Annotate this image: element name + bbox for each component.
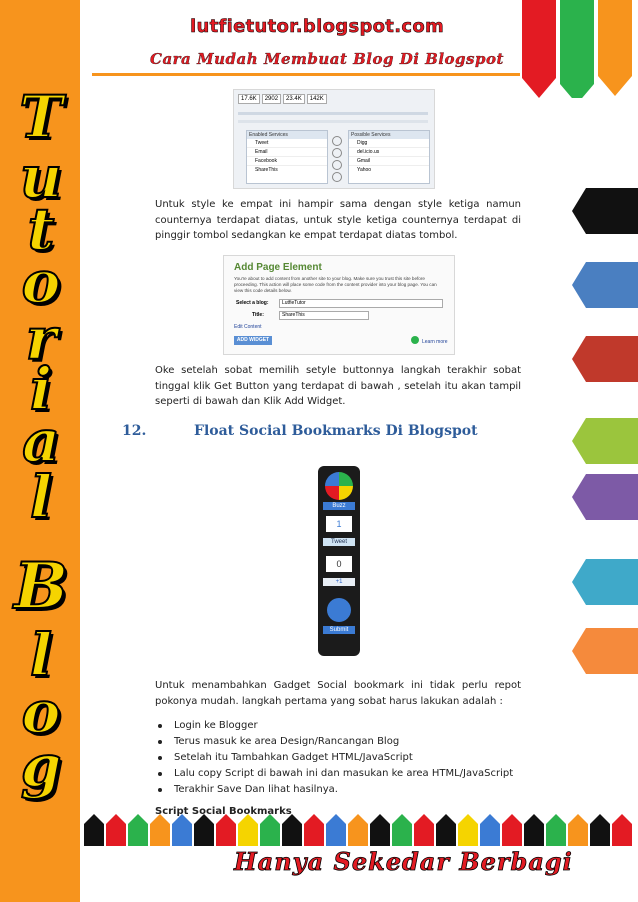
house-shape xyxy=(502,814,522,846)
service-item: ShareThis xyxy=(255,167,278,173)
sidebar-letter: o xyxy=(21,248,61,316)
section-heading xyxy=(122,423,478,439)
sidebar-letter: l xyxy=(29,463,53,531)
sidebar-letter: i xyxy=(29,355,53,423)
service-item: Gmail xyxy=(349,157,429,166)
lime-tag-decoration xyxy=(572,414,638,468)
service-item: del.icio.us xyxy=(349,148,429,157)
arrow-icon xyxy=(332,136,342,146)
service-item: Yahoo xyxy=(357,167,372,173)
page-subtitle: Cara Mudah Membuat Blog Di Blogspot xyxy=(150,50,504,68)
dialog-intro: You're about to add content from another site to your blog. Make sure you trust this site before proceeding. This action will place some code from the content provider into your blog page. You can view this code details below. xyxy=(234,276,437,293)
house-shape xyxy=(84,814,104,846)
paragraph-style-four: Untuk style ke empat ini hampir sama dengan style ketiga namun counternya terdapat diatas, untuk style ketiga counternya terdapat di pinggir tombol sedangkan ke empat terdapat diatas tombol. xyxy=(155,199,521,241)
counter-row xyxy=(238,94,327,104)
cyan-tag-decoration xyxy=(572,555,638,609)
paragraph-intro-steps: Untuk menambahkan Gadget Social bookmark ini tidak perlu repot pokonya mudah. langkah pertama yang sobat harus lakukan adalah : xyxy=(155,680,521,707)
house-shape xyxy=(612,814,632,846)
house-shape xyxy=(106,814,126,846)
sidebar-letter: g xyxy=(20,732,62,800)
house-shape xyxy=(216,814,236,846)
sidebar-letter: r xyxy=(25,305,57,373)
section-number: 12. xyxy=(122,423,147,439)
share-icon xyxy=(411,336,419,344)
dialog-title: Add Page Element xyxy=(234,262,322,273)
learn-more-link[interactable]: Learn more xyxy=(422,339,448,345)
house-shape xyxy=(348,814,368,846)
blue-tag-decoration xyxy=(572,258,638,312)
service-item: Digg xyxy=(349,139,429,148)
header-divider xyxy=(92,73,520,76)
paragraph-add-widget: Oke setelah sobat memilih setyle buttonnya langkah terakhir sobat tinggal klik Get Button yang terdapat di bawah , setelah itu akan tampil seperti di bawah dan Klik Add Widget. xyxy=(155,365,521,407)
section-title: Float Social Bookmarks Di Blogspot xyxy=(194,423,478,439)
sidebar-letter: t xyxy=(27,195,55,263)
arrow-icon xyxy=(332,160,342,170)
move-arrows xyxy=(332,136,342,182)
enabled-services-header: Enabled Services xyxy=(247,131,327,139)
possible-services-box xyxy=(348,130,430,184)
orange-tag-decoration xyxy=(572,624,638,678)
steps-list xyxy=(158,718,513,798)
floating-bar xyxy=(318,466,360,656)
house-shape xyxy=(524,814,544,846)
tweet-count: 1 xyxy=(326,516,352,532)
plusone-button[interactable]: +1 xyxy=(323,578,355,586)
house-shape xyxy=(326,814,346,846)
purple-tag-decoration xyxy=(572,470,638,524)
counter-badge: 2902 xyxy=(262,94,281,104)
sharing-services-screenshot xyxy=(233,89,435,189)
orange-flag-decoration xyxy=(598,0,632,98)
add-widget-button[interactable]: ADD WIDGET xyxy=(234,336,272,345)
plusone-count: 0 xyxy=(326,556,352,572)
list-item: Terus masuk ke area Design/Rancangan Blog xyxy=(158,734,513,750)
house-shape xyxy=(128,814,148,846)
house-shape xyxy=(304,814,324,846)
options-strip xyxy=(238,120,428,123)
list-item: Terakhir Save Dan lihat hasilnya. xyxy=(158,782,513,798)
counter-badge: 23.4K xyxy=(283,94,305,104)
house-shape xyxy=(414,814,434,846)
house-shape xyxy=(194,814,214,846)
float-social-bar-screenshot xyxy=(306,456,372,664)
house-shape xyxy=(568,814,588,846)
sidebar-letter: B xyxy=(13,549,69,624)
sidebar-letter: a xyxy=(22,407,60,475)
options-strip xyxy=(238,112,428,115)
footer-tagline: Hanya Sekedar Berbagi xyxy=(234,847,573,876)
house-shape xyxy=(238,814,258,846)
sidebar-letter: u xyxy=(19,143,63,211)
house-shape xyxy=(172,814,192,846)
script-label: Script Social Bookmarks xyxy=(155,806,292,817)
arrow-icon xyxy=(332,148,342,158)
green-flag-decoration xyxy=(560,0,594,98)
house-shape xyxy=(546,814,566,846)
add-page-element-screenshot xyxy=(223,255,455,355)
submit-button[interactable]: Submit xyxy=(323,626,355,634)
counter-badge: 17.6K xyxy=(238,94,260,104)
counter-badge: 142K xyxy=(307,94,327,104)
service-item: Tweet xyxy=(247,139,327,148)
service-item: Email xyxy=(247,148,327,157)
house-shape xyxy=(150,814,170,846)
title-label: Title: xyxy=(252,312,264,318)
black-tag-decoration xyxy=(572,184,638,238)
red-tag-decoration xyxy=(572,332,638,386)
enabled-services-box xyxy=(246,130,328,184)
title-input[interactable]: ShareThis xyxy=(279,311,369,320)
house-shape xyxy=(458,814,478,846)
stumbleupon-icon xyxy=(327,598,351,622)
house-shape xyxy=(436,814,456,846)
house-shape xyxy=(480,814,500,846)
sidebar-letter: o xyxy=(21,678,61,746)
house-shape xyxy=(370,814,390,846)
select-blog-label: Select a blog: xyxy=(236,300,269,306)
buzz-icon xyxy=(325,472,353,500)
house-shape xyxy=(282,814,302,846)
buzz-button[interactable]: Buzz xyxy=(323,502,355,510)
sidebar-letter: T xyxy=(19,83,63,151)
list-item: Login ke Blogger xyxy=(158,718,513,734)
list-item: Lalu copy Script di bawah ini dan masukan ke area HTML/JavaScript xyxy=(158,766,513,782)
edit-content-link[interactable]: Edit Content xyxy=(234,324,262,330)
house-row-decoration xyxy=(84,812,632,848)
blog-name: lutfietutor.blogspot.com xyxy=(190,16,445,37)
sidebar-letter: l xyxy=(29,621,53,689)
red-flag-decoration xyxy=(522,0,556,98)
possible-services-header: Possible Services xyxy=(349,131,429,139)
house-shape xyxy=(590,814,610,846)
service-item: Facebook xyxy=(247,157,327,166)
tweet-button[interactable]: Tweet xyxy=(323,538,355,546)
blog-select[interactable]: LutfieTutor xyxy=(279,299,443,308)
arrow-icon xyxy=(332,172,342,182)
list-item: Setelah itu Tambahkan Gadget HTML/JavaScript xyxy=(158,750,513,766)
house-shape xyxy=(260,814,280,846)
house-shape xyxy=(392,814,412,846)
